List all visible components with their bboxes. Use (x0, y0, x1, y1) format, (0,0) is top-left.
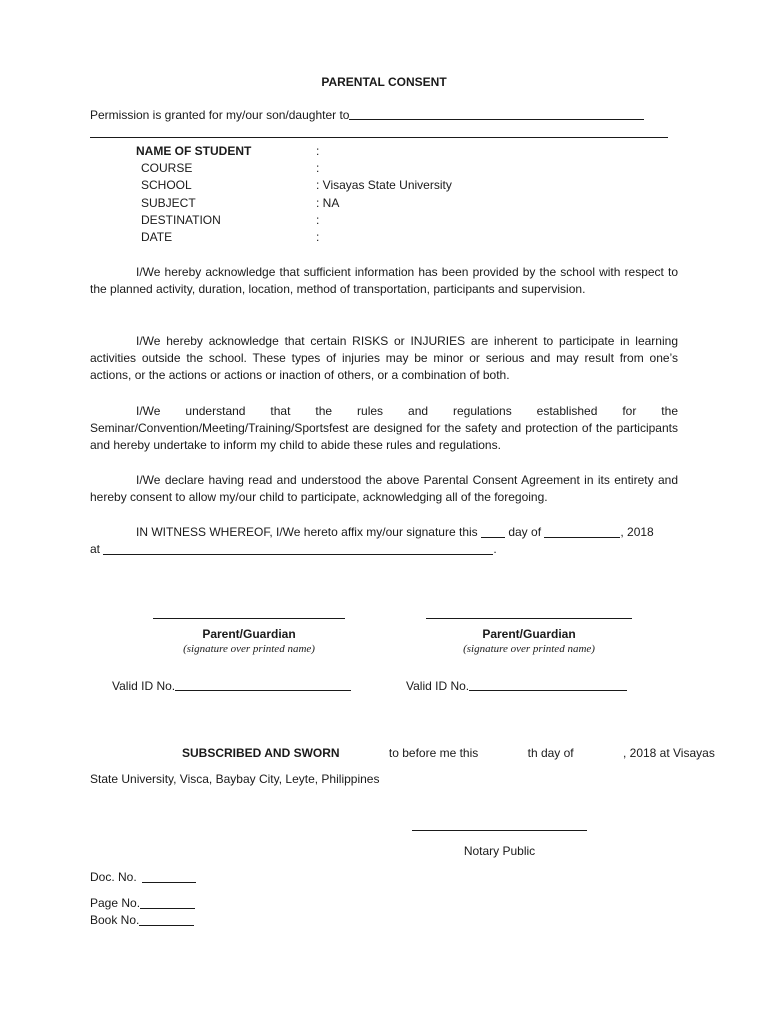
field-row-destination (136, 212, 496, 229)
field-row-course (136, 160, 496, 177)
doc-no-blank[interactable] (142, 882, 196, 883)
signature-note: (signature over printed name) (183, 643, 315, 655)
permission-text: Permission is granted for my/our son/daughter to (90, 108, 350, 122)
field-value[interactable]: : (316, 161, 320, 176)
notary-public-label: Notary Public (463, 844, 536, 858)
field-value[interactable]: : (316, 229, 320, 244)
doc-no-label: Doc. No. (90, 870, 137, 884)
sworn-line-1 (90, 740, 715, 766)
signature-role: Parent/Guardian (202, 627, 296, 641)
field-value[interactable]: : (316, 212, 320, 227)
page-number (90, 895, 195, 912)
doc-number (90, 869, 196, 886)
paragraph-acknowledge-risks: I/We hereby acknowledge that certain RISKS or INJURIES are inherent to participate in learning activities outside the school. These types of injuries may be minor or serious and may result from one’s actions, or the actions or actions or inaction of others, or a combination of both. (90, 334, 678, 383)
witness-text-a: IN WITNESS WHEREOF, I/We hereto affix my/our signature this (136, 525, 481, 539)
sworn-text-b: th day of (527, 746, 577, 760)
witness-clause (90, 524, 678, 558)
valid-id-left (112, 679, 351, 693)
valid-id-label: Valid ID No. (112, 679, 176, 693)
notary-signature-line[interactable] (412, 830, 587, 831)
signature-line[interactable] (426, 618, 632, 619)
document-title: PARENTAL CONSENT (321, 75, 447, 89)
student-details (136, 143, 496, 246)
field-label: NAME OF STUDENT (136, 144, 252, 158)
witness-text-at: at (90, 542, 104, 557)
student-destination-blank[interactable] (349, 119, 644, 120)
signature-block-left (134, 618, 364, 655)
book-number (90, 912, 194, 929)
permission-continuation-blank[interactable] (90, 137, 668, 138)
field-value[interactable]: : NA (316, 195, 340, 210)
book-no-blank[interactable] (139, 925, 194, 926)
signature-line[interactable] (153, 618, 345, 619)
sworn-bold: SUBSCRIBED AND SWORN (182, 746, 340, 760)
sworn-text-c: , 2018 at Visayas (622, 746, 715, 760)
valid-id-blank[interactable] (175, 690, 351, 691)
field-row-date (136, 229, 496, 246)
field-label: DATE (141, 229, 173, 244)
field-row-school (136, 177, 496, 194)
witness-place-blank[interactable] (103, 554, 493, 555)
witness-line-2 (90, 541, 678, 558)
witness-day-blank[interactable] (481, 537, 505, 538)
field-label: DESTINATION (141, 212, 221, 227)
page-no-label: Page No. (90, 896, 141, 910)
witness-text-b: day of (505, 525, 545, 539)
sworn-statement (90, 740, 715, 792)
valid-id-label: Valid ID No. (406, 679, 470, 693)
field-value[interactable]: : Visayas State University (316, 178, 452, 193)
field-row-subject (136, 195, 496, 212)
paragraph-acknowledge-info: I/We hereby acknowledge that sufficient information has been provided by the school with respect to the planned activity, duration, location, method of transportation, participants and supervision. (90, 265, 678, 297)
valid-id-right (406, 679, 627, 693)
witness-text-c: , 2018 (620, 525, 654, 539)
field-label: COURSE (141, 161, 193, 176)
valid-id-blank[interactable] (469, 690, 627, 691)
paragraph-rules: I/We understand that the rules and regulations established for the Seminar/Convention/Meeting/Training/Sportsfest are designed for the safety and protection of the participants and hereby undertake to inform my child to abide these rules and regulations. (90, 404, 678, 453)
signature-role: Parent/Guardian (482, 627, 576, 641)
witness-line-1 (90, 524, 678, 541)
field-label: SUBJECT (141, 195, 196, 210)
witness-month-blank[interactable] (544, 537, 620, 538)
signature-block-right (414, 618, 644, 655)
field-value[interactable]: : (316, 144, 320, 158)
page-no-blank[interactable] (140, 908, 195, 909)
sworn-text-a: to before me this (385, 746, 482, 760)
book-no-label: Book No. (90, 913, 140, 927)
permission-statement (90, 108, 644, 122)
field-label: SCHOOL (141, 178, 192, 193)
signature-note: (signature over printed name) (463, 643, 595, 655)
paragraph-declaration: I/We declare having read and understood the above Parental Consent Agreement in its entirety and hereby consent to allow my/our child to participate, acknowledging all of the foregoing. (90, 473, 678, 505)
field-row-name (136, 143, 496, 160)
sworn-line-2: State University, Visca, Baybay City, Leyte, Philippines (90, 772, 380, 786)
witness-text-end: . (493, 542, 497, 557)
